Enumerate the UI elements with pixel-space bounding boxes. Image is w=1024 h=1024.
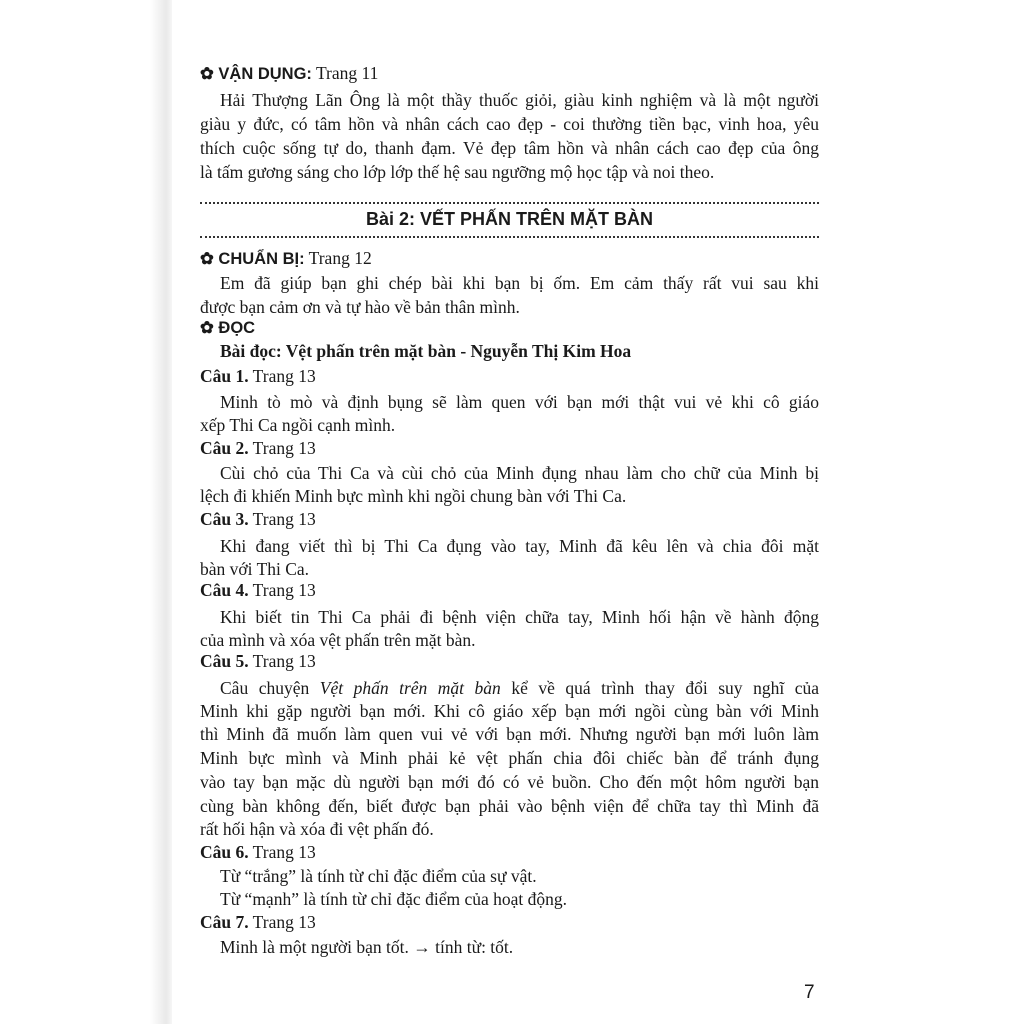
question-5-heading: [200, 650, 819, 672]
question-1-answer-line: xếp Thi Ca ngồi cạnh mình.: [200, 415, 396, 435]
question-page: Trang 13: [248, 509, 316, 529]
section-van-dung: [200, 62, 819, 85]
van-dung-line: là tấm gương sáng cho lớp lớp thế hệ sau ngưỡng mộ học tập và noi theo.: [200, 162, 715, 182]
answer-line: Từ “mạnh” là tính từ chỉ đặc điểm của hoạt động.: [220, 889, 567, 909]
question-label: Câu 4.: [200, 580, 249, 600]
question-5-answer-line: Câu chuyện Vệt phấn trên mặt bàn kể về quá trình thay đổi suy nghĩ của: [220, 678, 819, 698]
answer-line: Từ “trắng” là tính từ chỉ đặc điểm của sự vật.: [220, 866, 537, 886]
lesson-title: Bài 2: VẾT PHẤN TRÊN MẶT BÀN: [365, 209, 653, 229]
question-2-heading: [200, 437, 819, 459]
story-title: Vệt phấn trên mặt bàn: [319, 678, 501, 698]
question-4-heading: [200, 579, 819, 601]
section-chuan-bi-label: CHUẨN BỊ:: [218, 250, 305, 268]
question-3-answer-line: Khi đang viết thì bị Thi Ca đụng vào tay, Minh đã kêu lên và chia đôi mặt: [220, 536, 819, 556]
section-doc: [200, 317, 819, 339]
question-4-answer-line: Khi biết tin Thi Ca phải đi bệnh viện chữa tay, Minh hối hận về hành động: [220, 607, 819, 627]
question-7-heading: [200, 911, 819, 933]
flower-bullet-icon: ✿: [200, 319, 219, 337]
reading-title: Bài đọc: Vệt phấn trên mặt bàn - Nguyễn Thị Kim Hoa: [220, 341, 632, 361]
question-label: Câu 1.: [200, 366, 249, 386]
question-label: Câu 5.: [200, 651, 249, 671]
van-dung-line: thích cuộc sống tự do, thanh đạm. Vẻ đẹp tâm hồn và nhân cách cao đẹp của ông: [200, 138, 819, 158]
section-van-dung-label: VẬN DỤNG:: [218, 65, 312, 83]
question-5-answer-line: Minh khi gặp người bạn mới. Khi cô giáo xếp bạn mới ngồi cùng bàn với Minh: [200, 701, 819, 721]
question-page: Trang 13: [248, 438, 316, 458]
page-gutter-shadow: [0, 0, 172, 1024]
question-5-answer-line: Minh bực mình và Minh phải kẻ vệt phấn chia đôi chiếc bàn để tránh đụng: [200, 748, 819, 768]
question-page: Trang 13: [248, 912, 316, 932]
section-van-dung-page: Trang 11: [311, 63, 379, 83]
question-5-answer-line: rất hối hận và xóa đi vệt phấn đó.: [200, 819, 434, 839]
question-label: Câu 3.: [200, 509, 249, 529]
question-label: Câu 6.: [200, 842, 249, 862]
question-7-answer-line: Minh là một người bạn tốt. → tính từ: tốt.: [220, 937, 514, 957]
question-page: Trang 13: [248, 580, 316, 600]
question-page: Trang 13: [248, 366, 316, 386]
flower-bullet-icon: ✿: [200, 65, 219, 83]
chuan-bi-line: Em đã giúp bạn ghi chép bài khi bạn bị ốm. Em cảm thấy rất vui sau khi: [220, 273, 819, 293]
question-3-heading: [200, 508, 819, 530]
divider-top: [200, 202, 819, 204]
van-dung-line: giàu y đức, có tâm hồn và nhân cách cao đẹp - coi thường tiền bạc, vinh hoa, yêu: [200, 114, 819, 134]
question-1-heading: [200, 365, 819, 387]
question-5-answer-line: vào tay bạn mặc dù người bạn mới đó có vẻ buồn. Cho đến một hôm người bạn: [200, 772, 819, 792]
question-page: Trang 13: [248, 842, 316, 862]
section-chuan-bi: [200, 247, 819, 270]
question-6-heading: [200, 841, 819, 863]
question-page: Trang 13: [248, 651, 316, 671]
chuan-bi-line: được bạn cảm ơn và tự hào về bản thân mình.: [200, 297, 520, 317]
question-2-answer-line: lệch đi khiến Minh bực mình khi ngồi chung bàn với Thi Ca.: [200, 486, 627, 506]
question-3-answer-line: bàn với Thi Ca.: [200, 559, 310, 579]
divider-bottom: [200, 236, 819, 238]
question-2-answer-line: Cùi chỏ của Thi Ca và cùi chỏ của Minh đụng nhau làm cho chữ của Minh bị: [220, 463, 819, 483]
section-doc-label: ĐỌC: [218, 319, 256, 337]
flower-bullet-icon: ✿: [200, 250, 219, 268]
section-chuan-bi-page: Trang 12: [304, 248, 372, 268]
question-label: Câu 2.: [200, 438, 249, 458]
question-label: Câu 7.: [200, 912, 249, 932]
question-5-answer-line: thì Minh đã muốn làm quen vui vẻ với bạn mới. Nhưng người bạn mới luôn làm: [200, 724, 819, 744]
van-dung-line: Hải Thượng Lãn Ông là một thầy thuốc giỏi, giàu kinh nghiệm và là một người: [220, 90, 819, 110]
question-5-answer-line: cùng bàn không đến, biết được bạn phải vào bệnh viện để chữa tay thì Minh đã: [200, 796, 819, 816]
question-4-answer-line: của mình và xóa vệt phấn trên mặt bàn.: [200, 630, 476, 650]
page-number: 7: [804, 982, 815, 1003]
question-1-answer-line: Minh tò mò và định bụng sẽ làm quen với bạn mới thật vui vẻ khi cô giáo: [220, 392, 819, 412]
